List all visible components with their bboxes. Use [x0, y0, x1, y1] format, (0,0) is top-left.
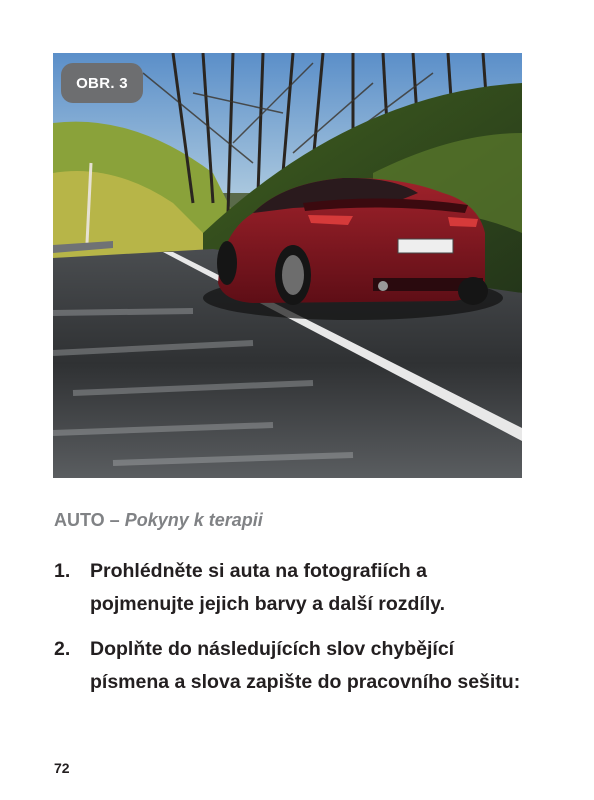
car-illustration	[53, 53, 522, 478]
section-subtitle	[54, 510, 263, 531]
figure-badge: OBR. 3	[61, 63, 143, 103]
instruction-list	[54, 555, 524, 699]
instruction-text: Doplňte do následujících slov chybějící písmena a slova zapište do pracovního sešitu:	[90, 638, 521, 693]
car-photo	[53, 53, 522, 478]
instruction-number: 1.	[54, 560, 71, 582]
subtitle-lead: AUTO	[54, 510, 105, 530]
instruction-item	[54, 555, 524, 621]
page-number: 72	[54, 760, 70, 776]
subtitle-rest: Pokyny k terapii	[124, 510, 263, 530]
instruction-number: 2.	[54, 638, 71, 660]
instruction-item	[54, 633, 524, 699]
instruction-text: Prohlédněte si auta na fotografiích a pojmenujte jejich barvy a další rozdíly.	[90, 560, 446, 615]
subtitle-dash: –	[104, 510, 125, 530]
